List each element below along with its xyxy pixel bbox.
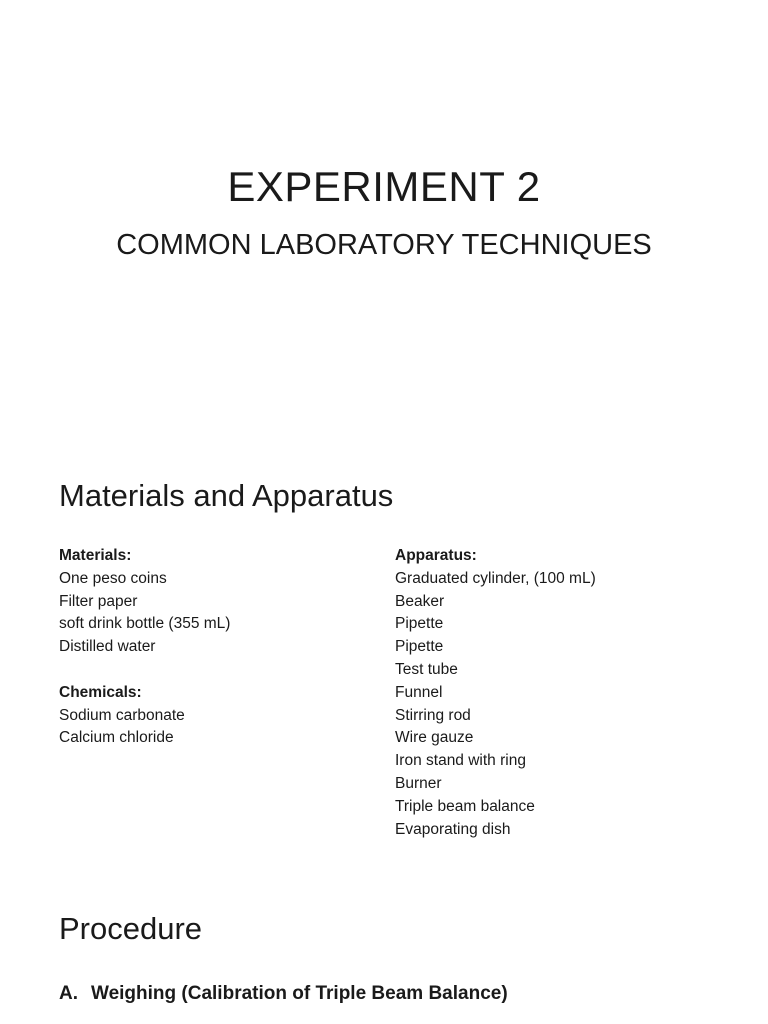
apparatus-item: Beaker <box>395 592 445 610</box>
apparatus-item: Triple beam balance <box>395 797 535 815</box>
materials-column <box>59 545 359 750</box>
materials-label: Materials: <box>59 547 132 564</box>
document-subtitle: COMMON LABORATORY TECHNIQUES <box>116 229 652 261</box>
material-item: soft drink bottle (355 mL) <box>59 615 231 633</box>
list-spacer <box>59 659 359 682</box>
material-item: One peso coins <box>59 569 167 587</box>
procedure-step <box>59 984 508 1003</box>
document-title: EXPERIMENT 2 <box>227 163 541 210</box>
apparatus-item: Funnel <box>395 683 443 701</box>
apparatus-item: Test tube <box>395 660 458 678</box>
material-item: Filter paper <box>59 592 138 610</box>
apparatus-item: Evaporating dish <box>395 820 511 838</box>
procedure-section-heading: Procedure <box>59 911 203 946</box>
chemical-item: Calcium chloride <box>59 729 174 747</box>
procedure-step-text: Weighing (Calibration of Triple Beam Balance) <box>91 983 508 1004</box>
materials-section-heading: Materials and Apparatus <box>59 478 394 513</box>
material-item: Distilled water <box>59 638 156 656</box>
apparatus-item: Wire gauze <box>395 729 474 747</box>
chemical-item: Sodium carbonate <box>59 706 185 724</box>
apparatus-item: Stirring rod <box>395 706 471 724</box>
chemicals-label: Chemicals: <box>59 683 142 701</box>
apparatus-item: Pipette <box>395 638 444 656</box>
apparatus-item: Pipette <box>395 615 444 633</box>
apparatus-column <box>395 545 715 841</box>
procedure-step-letter: A. <box>59 983 78 1004</box>
apparatus-item: Graduated cylinder, (100 mL) <box>395 569 596 587</box>
apparatus-label: Apparatus: <box>395 547 477 564</box>
apparatus-item: Burner <box>395 774 442 792</box>
apparatus-item: Iron stand with ring <box>395 752 526 770</box>
